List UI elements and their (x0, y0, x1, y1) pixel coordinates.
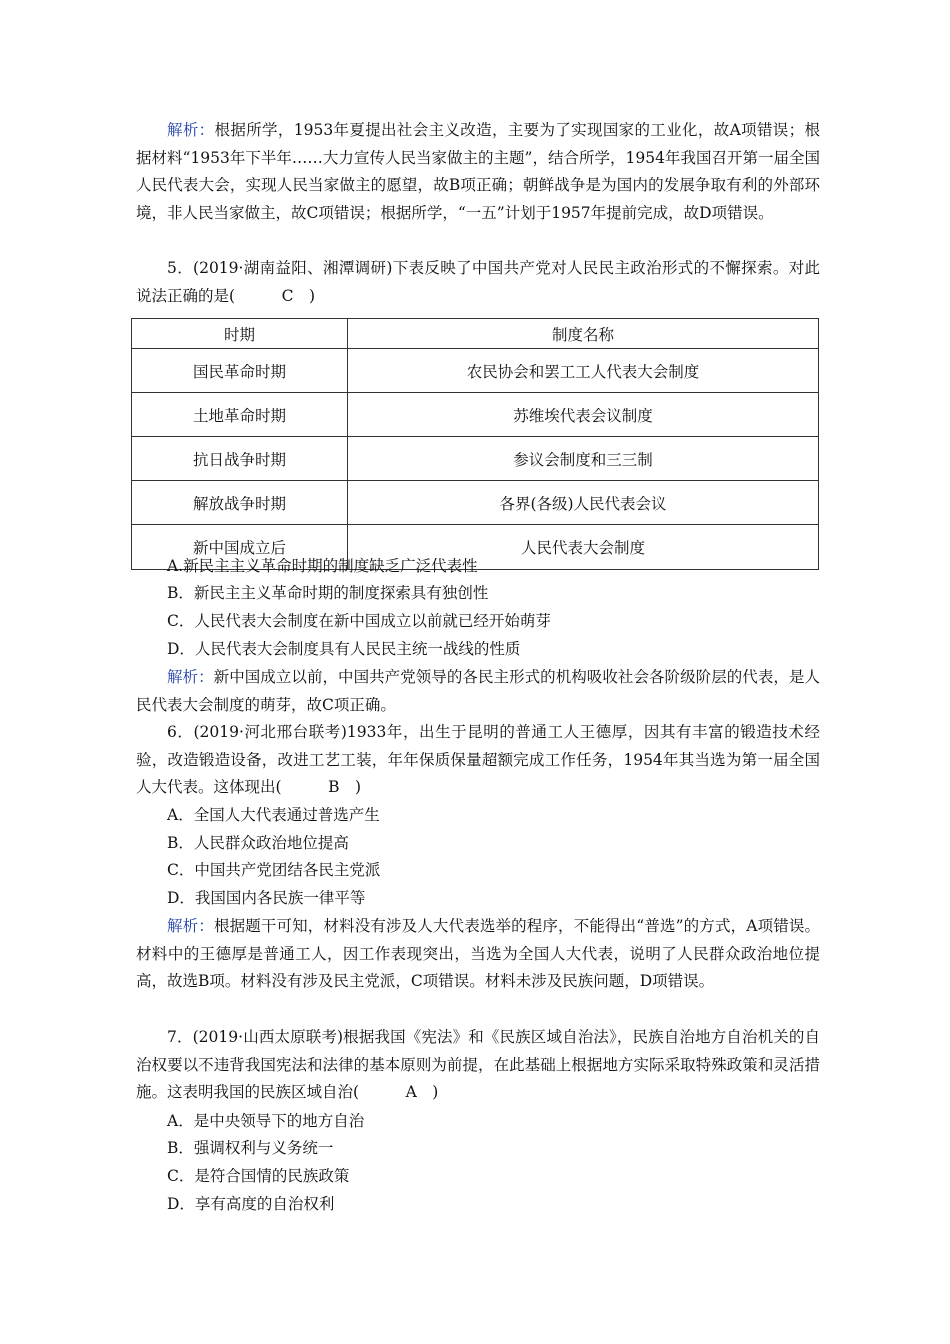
q5-option-b: B．新民主主义革命时期的制度探索具有独创性 (167, 584, 489, 602)
q6-stem-text: 6．(2019·河北邢台联考)1933年，出生于昆明的普通工人王德厚，因其有丰富的锻造技术经验，改造锻造设备，改进工艺工装，年年保质保量超额完成工作任务，1954年其当选为第一届全国人大代表。这体现出( (136, 723, 820, 797)
q7-option-d: D．享有高度的自治权利 (167, 1195, 335, 1213)
analysis-text: 新中国成立以前，中国共产党领导的各民主形式的机构吸收社会各阶级阶层的代表，是人民代表大会制度的萌芽，故C项正确。 (136, 668, 820, 714)
q7-stem-close: ) (416, 1083, 439, 1102)
table-cell-system: 农民协会和罢工工人代表大会制度 (348, 349, 819, 393)
table-row (132, 437, 819, 481)
q6-option-c: C．中国共产党团结各民主党派 (167, 861, 381, 879)
q6-answer: B (328, 778, 340, 797)
q7-stem (136, 1024, 820, 1107)
q6-stem-close: ) (339, 778, 362, 797)
q7-stem-text: 7．(2019·山西太原联考)根据我国《宪法》和《民族区域自治法》，民族自治地方自治机关的自治权要以不违背我国宪法和法律的基本原则为前提，在此基础上根据地方实际采取特殊政策和灵活措施。这表明我国的民族区域自治( (136, 1028, 820, 1102)
q6-analysis (136, 913, 820, 996)
table-header-row (132, 319, 819, 349)
table-cell-period: 国民革命时期 (132, 349, 348, 393)
table-cell-period: 解放战争时期 (132, 481, 348, 525)
q6-stem (136, 719, 820, 802)
analysis-text: 根据题干可知，材料没有涉及人大代表选举的程序，不能得出“普选”的方式，A项错误。材料中的王德厚是普通工人，因工作表现突出，当选为全国人大代表，说明了人民群众政治地位提高，故选B项。材料没有涉及民主党派，C项错误。材料未涉及民族问题，D项错误。 (136, 917, 820, 991)
q7-option-b: B．强调权利与义务统一 (167, 1139, 334, 1157)
table-cell-period: 抗日战争时期 (132, 437, 348, 481)
table-header-period: 时期 (132, 319, 348, 349)
q4-analysis (136, 117, 820, 227)
q5-table (131, 318, 819, 570)
q5-stem (136, 255, 820, 310)
q7-option-a: A．是中央领导下的地方自治 (167, 1112, 365, 1130)
table-row (132, 349, 819, 393)
q5-answer: C (281, 286, 294, 305)
table-cell-system: 苏维埃代表会议制度 (348, 393, 819, 437)
q5-stem-close: ) (293, 286, 315, 305)
q5-option-c: C．人民代表大会制度在新中国成立以前就已经开始萌芽 (167, 612, 551, 630)
analysis-text: 根据所学，1953年夏提出社会主义改造，主要为了实现国家的工业化，故A项错误；根据材料“1953年下半年……大力宣传人民当家做主的主题”，结合所学，1954年我国召开第一届全国人民代表大会，实现人民当家做主的愿望，故B项正确；朝鲜战争是为国内的发展争取有利的外部环境，非人民当家做主，故C项错误；根据所学，“一五”计划于1957年提前完成，故D项错误。 (136, 121, 820, 222)
analysis-label: 解析： (167, 121, 215, 139)
analysis-label: 解析： (167, 668, 214, 686)
q7-option-c: C．是符合国情的民族政策 (167, 1167, 350, 1185)
q5-stem-text: 5．(2019·湖南益阳、湘潭调研)下表反映了中国共产党对人民民主政治形式的不懈探索。对此说法正确的是( (136, 259, 820, 305)
q5-option-d: D．人民代表大会制度具有人民民主统一战线的性质 (167, 640, 521, 658)
q5-option-a: A.新民主主义革命时期的制度缺乏广泛代表性 (167, 557, 478, 575)
table-cell-period: 新中国成立后 (132, 525, 348, 570)
q7-answer: A (405, 1083, 417, 1102)
table-cell-system: 参议会制度和三三制 (348, 437, 819, 481)
q6-option-d: D．我国国内各民族一律平等 (167, 889, 366, 907)
table-cell-system: 各界(各级)人民代表会议 (348, 481, 819, 525)
q5-analysis (136, 664, 820, 719)
table-header-system: 制度名称 (348, 319, 819, 349)
table-row (132, 481, 819, 525)
q6-option-b: B．人民群众政治地位提高 (167, 834, 349, 852)
analysis-label: 解析： (167, 917, 214, 935)
q6-option-a: A．全国人大代表通过普选产生 (167, 806, 380, 824)
table-cell-period: 土地革命时期 (132, 393, 348, 437)
table-cell-system: 人民代表大会制度 (348, 525, 819, 570)
table-row (132, 393, 819, 437)
